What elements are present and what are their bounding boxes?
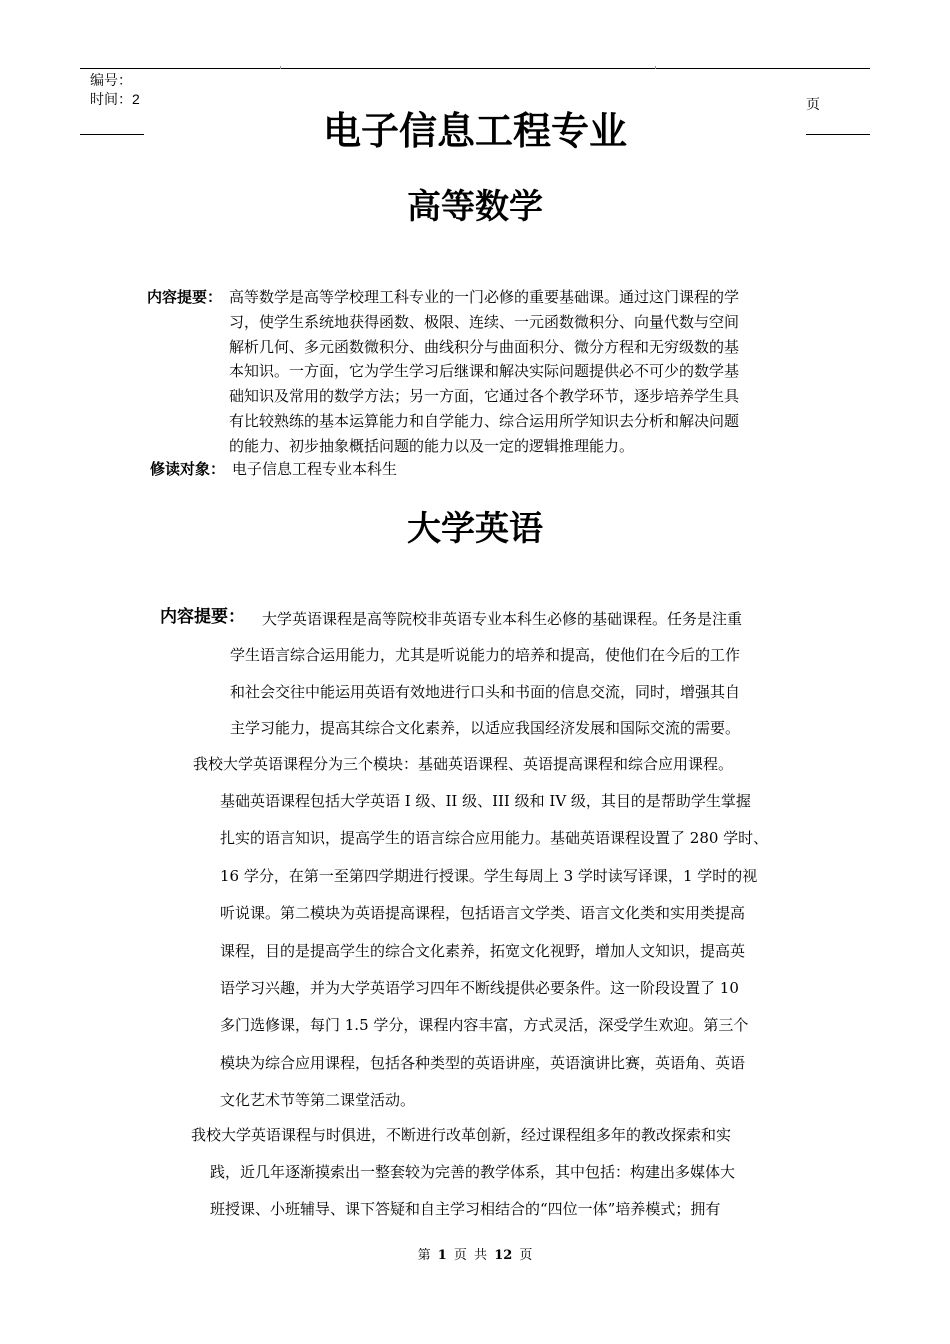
document-title: 电子信息工程专业	[322, 109, 627, 153]
math-summary-line: 有比较熟练的基本运算能力和自学能力、综合运用所学知识去分析和解决问题	[229, 411, 740, 430]
math-course-title: 高等数学	[407, 187, 543, 227]
footer-total-pages: 12	[494, 1248, 513, 1263]
math-summary-label: 内容提要：	[147, 288, 223, 306]
math-summary-line: 础知识及常用的数学方法；另一方面，它通过各个教学环节，逐步培养学生具	[229, 387, 740, 406]
english-text-line: 践，近几年逐渐摸索出一整套较为完善的教学体系，其中包括：构建出多媒体大	[210, 1163, 736, 1181]
header-tick-mark	[655, 66, 656, 69]
math-summary-line: 习，使学生系统地获得函数、极限、连续、一元函数微积分、向量代数与空间	[229, 312, 740, 331]
math-target-label: 修读对象：	[150, 460, 226, 478]
english-text-line: 多门选修课，每门 1.5 学分，课程内容丰富，方式灵活，深受学生欢迎。第三个	[220, 1016, 749, 1034]
header-time-label: 时间：2	[90, 91, 140, 107]
math-summary-line: 的能力、初步抽象概括问题的能力以及一定的逻辑推理能力。	[229, 436, 635, 455]
english-course-title: 大学英语	[407, 509, 543, 549]
header-top-rule	[80, 68, 870, 69]
math-summary-text	[229, 285, 739, 459]
english-text-line: 听说课。第二模块为英语提高课程，包括语言文学类、语言文化类和实用类提高	[220, 904, 746, 922]
english-text-line: 文化艺术节等第二课堂活动。	[220, 1091, 416, 1109]
english-summary-label: 内容提要：	[160, 607, 245, 627]
english-text-line: 课程，目的是提高学生的综合文化素养，拓宽文化视野，增加人文知识，提高英	[220, 942, 746, 960]
english-text-line: 我校大学英语课程分为三个模块：基础英语课程、英语提高课程和综合应用课程。	[193, 755, 734, 773]
english-text-line: 主学习能力，提高其综合文化素养，以适应我国经济发展和国际交流的需要。	[230, 719, 741, 737]
math-summary-line: 高等数学是高等学校理工科专业的一门必修的重要基础课。通过这门课程的学	[229, 288, 740, 306]
math-summary-line: 解析几何、多元函数微积分、曲线积分与曲面积分、微分方程和无穷级数的基	[229, 337, 740, 356]
english-text-line: 语学习兴趣，并为大学英语学习四年不断线提供必要条件。这一阶段设置了 10	[220, 979, 739, 997]
footer-suffix: 页	[519, 1248, 533, 1263]
english-text-line: 基础英语课程包括大学英语 I 级、II 级、III 级和 IV 级，其目的是帮助学生掌握	[220, 792, 751, 810]
header-tick-mark	[280, 66, 281, 69]
math-target-value: 电子信息工程专业本科生	[232, 460, 398, 478]
english-text-line: 大学英语课程是高等院校非英语专业本科生必修的基础课程。任务是注重	[262, 610, 743, 628]
english-text-line: 和社会交往中能运用英语有效地进行口头和书面的信息交流，同时，增强其自	[230, 683, 741, 701]
footer-prefix: 第	[417, 1248, 431, 1263]
header-number-label: 编号：	[90, 72, 132, 88]
footer-middle: 页 共	[453, 1248, 488, 1263]
english-text-line: 扎实的语言知识，提高学生的语言综合应用能力。基础英语课程设置了 280 学时、	[220, 829, 769, 847]
header-page-label: 页	[806, 96, 820, 112]
page-footer	[0, 1248, 950, 1264]
footer-page-number: 1	[437, 1248, 447, 1263]
english-text-line: 我校大学英语课程与时俱进，不断进行改革创新，经过课程组多年的教改探索和实	[191, 1126, 732, 1144]
english-text-line: 学生语言综合运用能力，尤其是听说能力的培养和提高，使他们在今后的工作	[230, 646, 741, 664]
math-summary-line: 本知识。一方面，它为学生学习后继课和解决实际问题提供必不可少的数学基	[229, 362, 740, 381]
english-text-line: 班授课、小班辅导、课下答疑和自主学习相结合的“四位一体”培养模式；拥有	[210, 1200, 721, 1218]
english-text-line: 模块为综合应用课程，包括各种类型的英语讲座，英语演讲比赛，英语角、英语	[220, 1054, 746, 1072]
english-text-line: 16 学分，在第一至第四学期进行授课。学生每周上 3 学时读写译课，1 学时的视	[220, 867, 758, 885]
